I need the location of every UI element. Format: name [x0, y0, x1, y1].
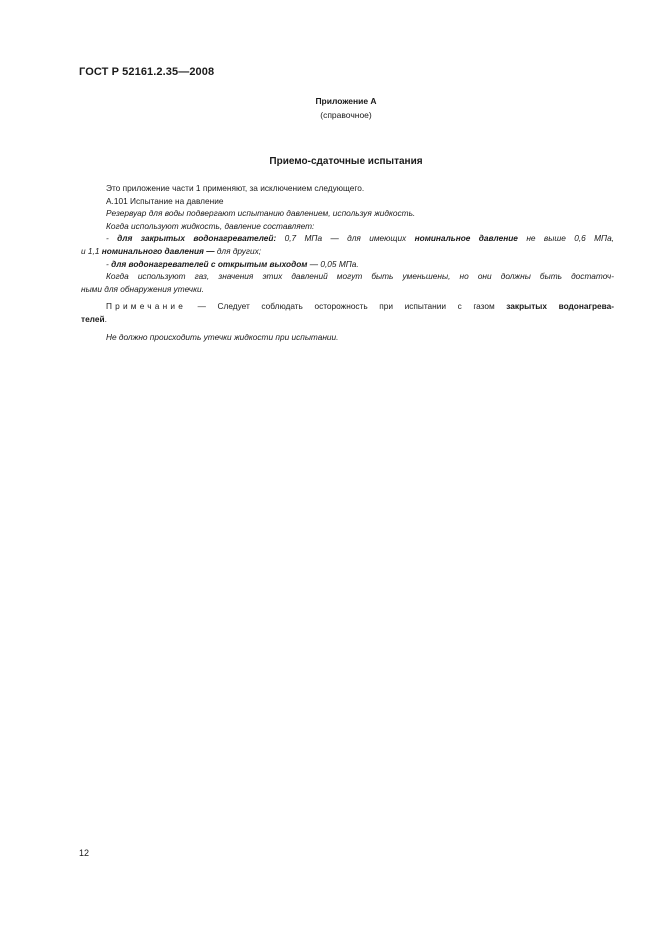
note-label: Примечание: [106, 301, 187, 312]
gas-paragraph-end: ными для обнаружения утечки.: [81, 283, 204, 294]
closed-heaters-term: для закрытых водонагревателей:: [117, 233, 277, 244]
list-item-open-outlet: [81, 258, 614, 271]
note-paragraph: [81, 300, 614, 313]
document-body: [81, 182, 614, 343]
nominal-pressure-term-2: номинального давления —: [101, 245, 215, 256]
section-title: Приемо-сдаточные испытания: [269, 156, 423, 167]
nominal-pressure-term: номинальное давление: [414, 233, 518, 244]
note-period: .: [104, 313, 107, 324]
document-header: ГОСТ Р 52161.2.35—2008: [79, 66, 215, 78]
gas-paragraph-line: Когда используют газ, значения этих давлений могут быть уменьшены, но они должны быть достаточ-: [106, 271, 614, 282]
note-term: закрытых водонагрева-: [506, 301, 614, 312]
page-number: 12: [79, 848, 90, 858]
appendix-heading: [0, 94, 661, 122]
open-outlet-value: — 0,05 МПа.: [307, 258, 359, 269]
intro-paragraph: Это приложение части 1 применяют, за исключением следующего.: [106, 183, 365, 193]
list-dash: -: [106, 233, 118, 244]
closed-heaters-text: 0,7 МПа — для имеющих: [276, 233, 415, 244]
open-outlet-term: для водонагревателей с открытым выходом: [111, 258, 308, 269]
clause-heading: А.101 Испытание на давление: [106, 195, 224, 206]
closed-heaters-limit: не выше 0,6 МПа,: [517, 233, 614, 244]
appendix-title: Приложение А: [315, 96, 377, 106]
list-item-closed-heaters: [81, 232, 614, 245]
note-text: — Следует соблюдать осторожность при испытании с газом: [186, 301, 507, 312]
note-paragraph-end: [81, 313, 614, 326]
no-leak-paragraph: Не должно происходить утечки жидкости при испытании.: [106, 331, 339, 342]
continuation-end: для других;: [214, 245, 262, 256]
continuation-text: и 1,1: [81, 245, 102, 256]
note-term-end: телей: [81, 313, 105, 324]
list-dash: -: [106, 258, 112, 269]
pressure-test-paragraph: Резервуар для воды подвергают испытанию давлением, используя жидкость.: [106, 208, 416, 219]
appendix-subtitle: (справочное): [320, 110, 372, 120]
liquid-pressure-paragraph: Когда используют жидкость, давление составляет:: [106, 220, 315, 231]
list-item-continuation: [81, 245, 614, 258]
